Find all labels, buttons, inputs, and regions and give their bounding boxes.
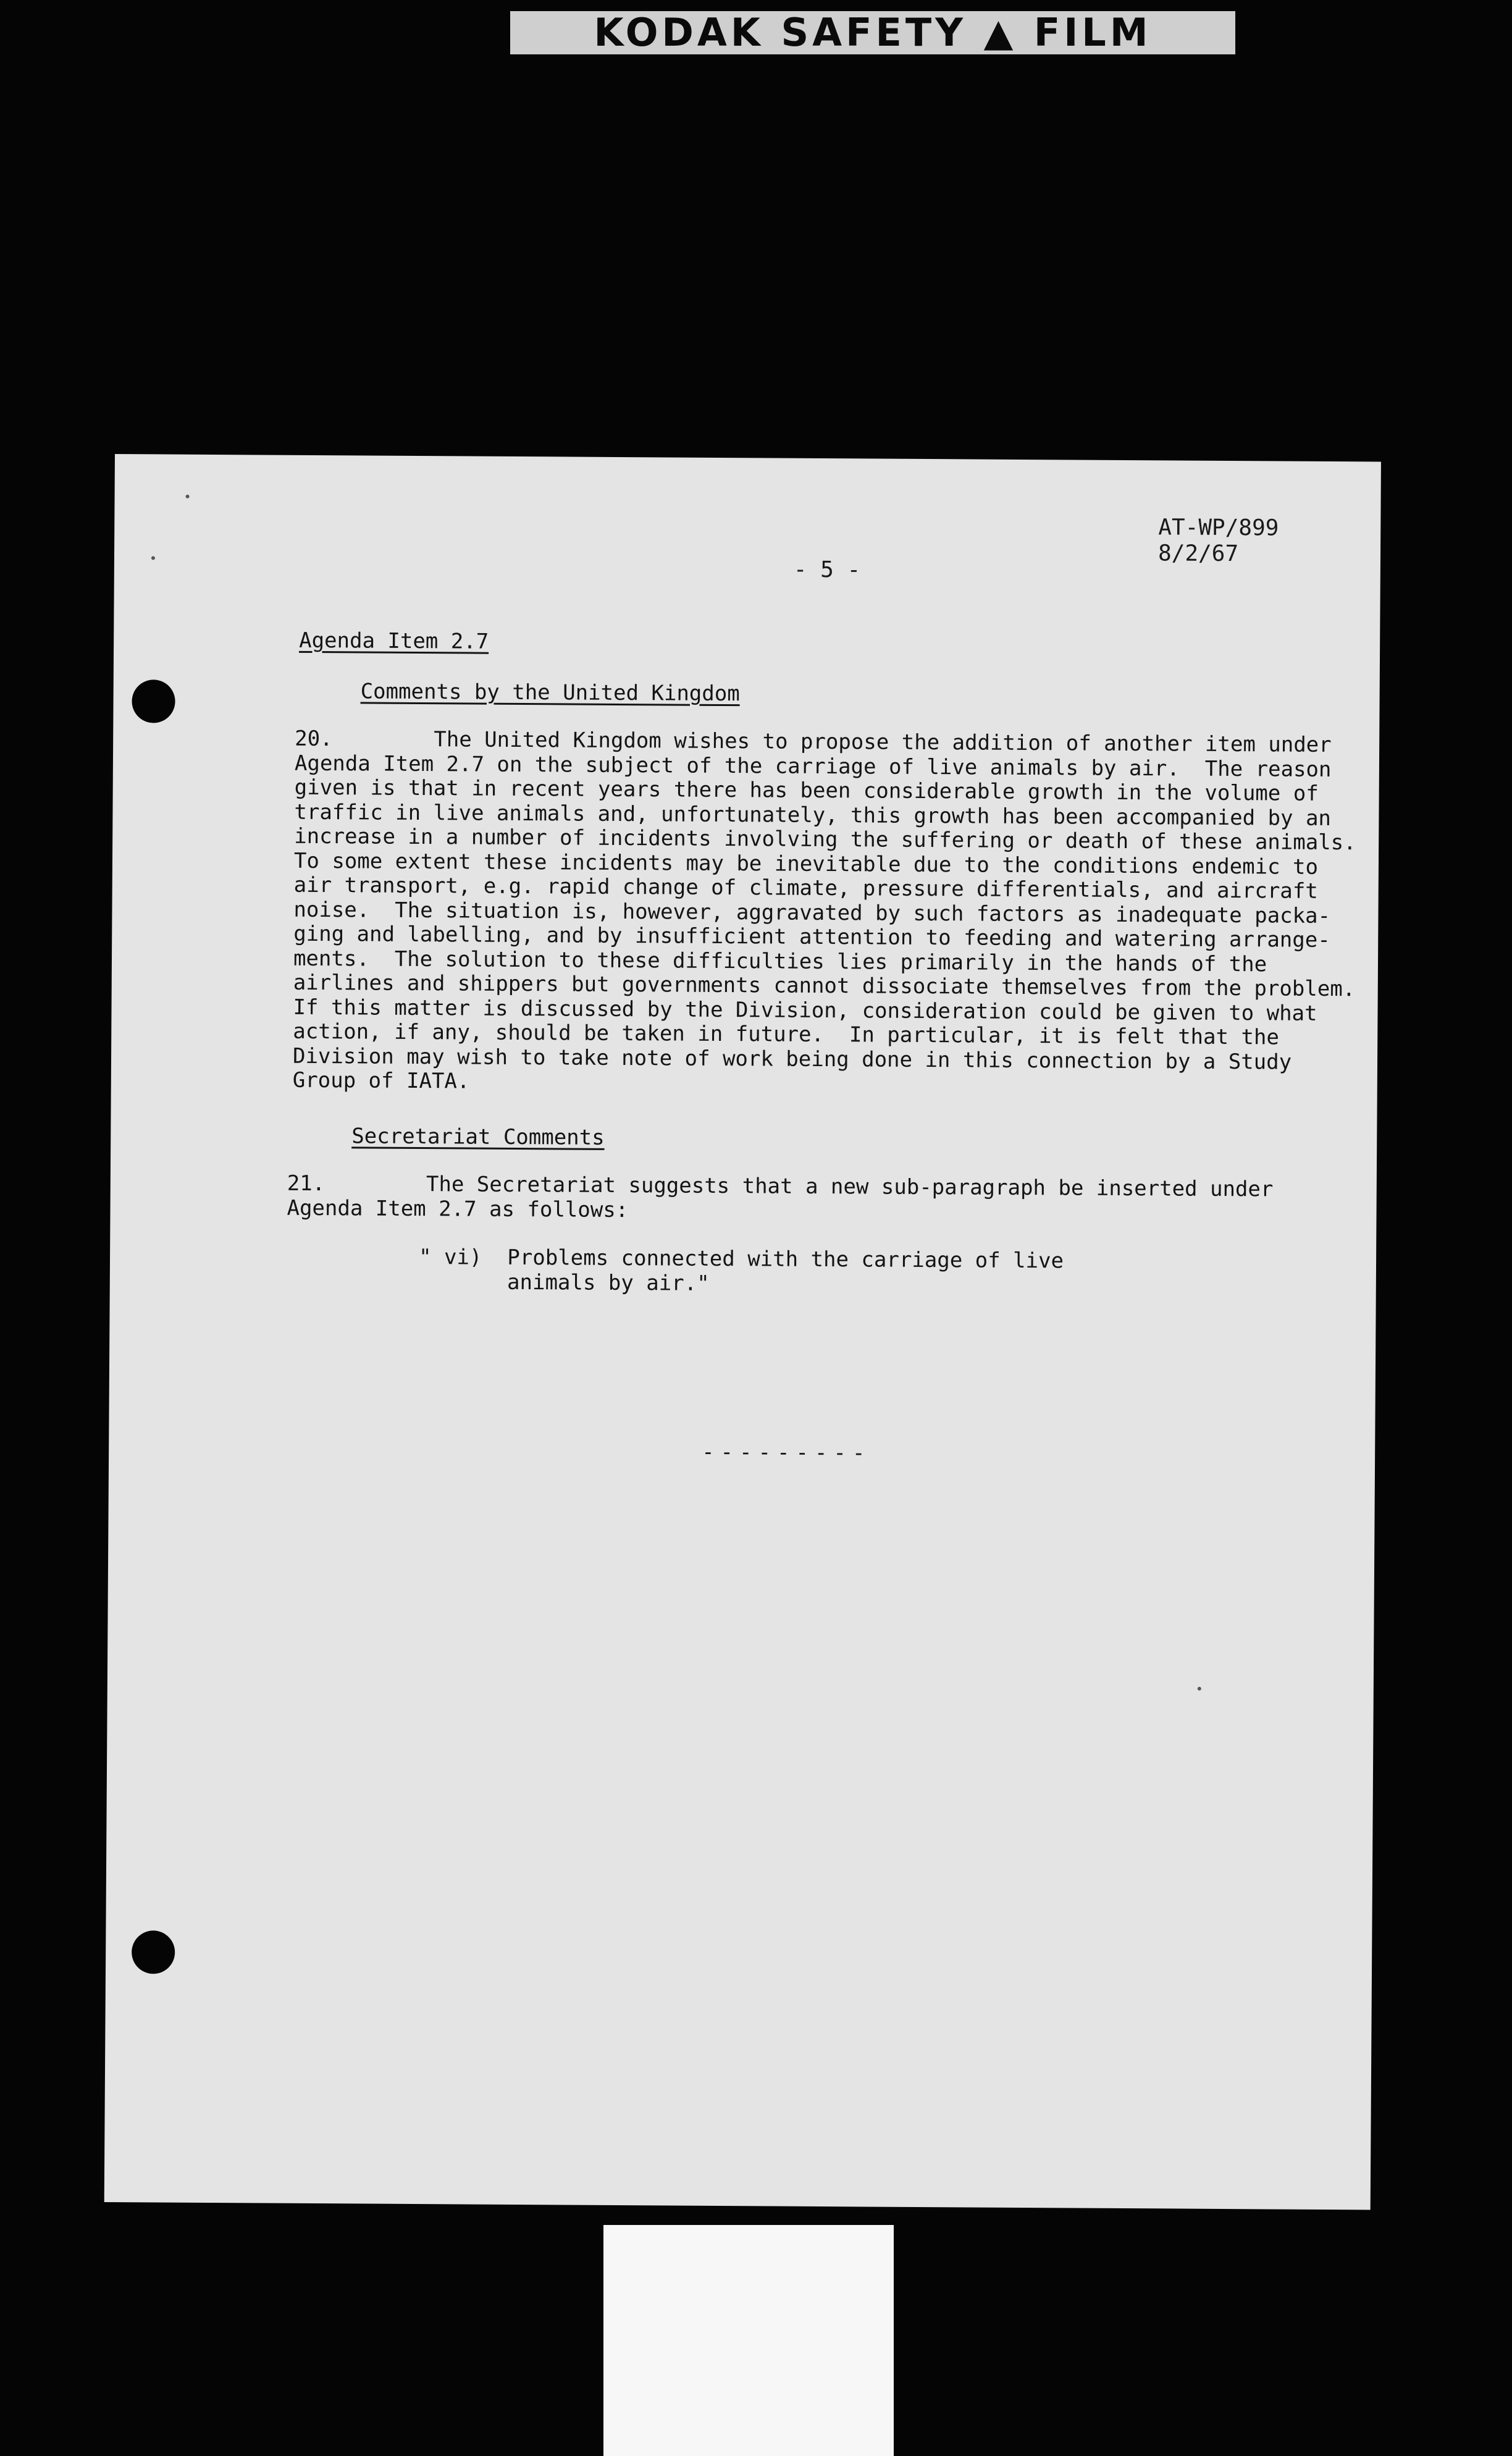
dust-speck (186, 495, 190, 498)
text-line: " vi) Problems connected with the carriage of live (418, 1245, 1064, 1274)
text-line: action, if any, should be taken in future. In particular, it is felt that the (293, 1019, 1280, 1050)
blank-target-card (603, 2225, 894, 2456)
secretariat-comments-heading: Secretariat Comments (351, 1124, 605, 1150)
text-line: Agenda Item 2.7 on the subject of the carriage of live animals by air. The reason (294, 751, 1332, 782)
proposed-sub-paragraph (419, 1245, 1064, 1298)
text-line: To some extent these incidents may be inevitable due to the conditions endemic to (293, 848, 1319, 880)
text-line: ments. The solution to these difficulties lies primarily in the hands of the (293, 946, 1267, 977)
document-reference: AT-WP/899 (1158, 515, 1279, 541)
text-line: Agenda Item 2.7 as follows: (287, 1195, 629, 1222)
dust-speck (151, 556, 155, 560)
text-line: air transport, e.g. rapid change of climate, pressure differentials, and aircraft (293, 872, 1318, 904)
text-line: increase in a number of incidents involving the suffering or death of these animals. (294, 823, 1356, 856)
text-line: 20. The United Kingdom wishes to propose the addition of another item under (295, 726, 1332, 758)
paragraph-20 (293, 727, 1357, 1100)
end-of-section-rule: --------- (702, 1439, 872, 1466)
film-edge-banner: KODAK SAFETY ▲ FILM (510, 11, 1235, 54)
uk-comments-heading: Comments by the United Kingdom (360, 679, 740, 707)
text-line: Group of IATA. (292, 1067, 470, 1094)
document-reference-block (1158, 515, 1279, 567)
punch-hole (132, 1930, 175, 1974)
text-line: traffic in live animals and, unfortunately, this growth has been accompanied by an (294, 799, 1332, 831)
text-line: animals by air." (418, 1269, 710, 1296)
text-line: noise. The situation is, however, aggravated by such factors as inadequate packa- (293, 897, 1331, 928)
text-line: given is that in recent years there has been considerable growth in the volume of (294, 775, 1319, 806)
dust-speck (1198, 1687, 1201, 1691)
document-page (104, 454, 1381, 2210)
text-line: 21. The Secretariat suggests that a new sub-paragraph be inserted under (287, 1171, 1274, 1202)
document-date: 8/2/67 (1157, 540, 1239, 567)
paragraph-21 (287, 1172, 1273, 1227)
punch-hole (132, 679, 175, 723)
text-line: Division may wish to take note of work being done in this connection by a Study (292, 1043, 1292, 1075)
page-number: - 5 - (793, 557, 861, 583)
text-line: airlines and shippers but governments cannot dissociate themselves from the problem. (293, 970, 1356, 1002)
text-line: If this matter is discussed by the Division, consideration could be given to what (293, 995, 1317, 1026)
agenda-item-heading: Agenda Item 2.7 (299, 628, 489, 654)
text-line: ging and labelling, and by insufficient attention to feeding and watering arrange- (293, 921, 1330, 953)
